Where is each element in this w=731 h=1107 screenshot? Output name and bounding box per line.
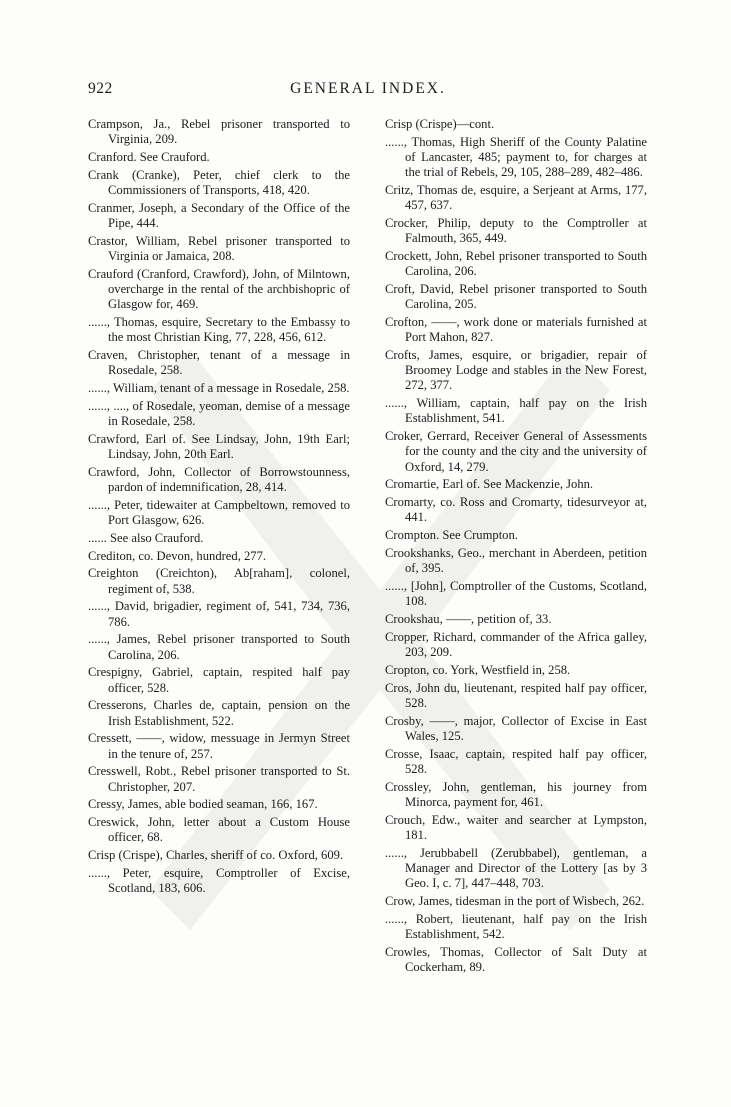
index-entry: Cros, John du, lieutenant, respited half pay officer, 528. [385,680,647,710]
index-entry: Crofts, James, esquire, or brigadier, repair of Broomey Lodge and stables in the New Forest, 272, 377. [385,348,647,393]
index-entry: Crisp (Crispe)—cont. [385,117,495,131]
index-entry: Crank (Cranke), Peter, chief clerk to the Commissioners of Transports, 418, 420. [88,167,350,197]
index-column-left [88,117,350,899]
index-entry: Cropper, Richard, commander of the Africa galley, 203, 209. [385,629,647,659]
index-entry: Cressy, James, able bodied seaman, 166, 167. [88,797,318,812]
index-entry: Crookshanks, Geo., merchant in Aberdeen, petition of, 395. [385,546,647,576]
index-entry: Crosby, ——, major, Collector of Excise in East Wales, 125. [385,713,647,743]
index-entry: ......, Peter, tidewaiter at Campbeltown, removed to Port Glasgow, 626. [88,497,350,527]
index-entry: Crisp (Crispe), Charles, sheriff of co. Oxford, 609. [88,848,344,863]
index-entry: Crossley, John, gentleman, his journey from Minorca, payment for, 461. [385,779,647,809]
index-entry: Cropton, co. York, Westfield in, 258. [385,662,571,677]
index-entry: Crouch, Edw., waiter and searcher at Lympston, 181. [385,812,647,842]
index-entry: ......, David, brigadier, regiment of, 541, 734, 736, 786. [88,599,350,629]
index-entry: Cromartie, Earl of. See Mackenzie, John. [385,477,594,492]
index-entry: Crow, James, tidesman in the port of Wisbech, 262. [385,893,645,908]
index-entry: Crawford, Earl of. See Lindsay, John, 19th Earl; Lindsay, John, 20th Earl. [88,431,350,461]
index-entry: Cresswell, Robt., Rebel prisoner transported to St. Christopher, 207. [88,764,350,794]
index-entry: Croft, David, Rebel prisoner transported to South Carolina, 205. [385,282,647,312]
index-entry: ...... See also Crauford. [88,530,204,545]
index-entry: ......, [John], Comptroller of the Customs, Scotland, 108. [385,579,647,609]
index-entry: ......, James, Rebel prisoner transported to South Carolina, 206. [88,632,350,662]
index-entry: ......, ...., of Rosedale, yeoman, demise of a message in Rosedale, 258. [88,398,350,428]
index-entry: Crediton, co. Devon, hundred, 277. [88,548,267,563]
index-column-right [385,117,647,978]
index-entry: ......, William, tenant of a message in Rosedale, 258. [88,381,350,395]
index-entry: Crockett, John, Rebel prisoner transported to South Carolina, 206. [385,249,647,279]
index-entry: Crauford (Cranford, Crawford), John, of Milntown, overcharge in the rental of the archbishopric of Glasgow for, 469. [88,266,350,312]
index-entry: Crawford, John, Collector of Borrowstounness, pardon of indemnification, 28, 414. [88,464,350,494]
index-entry: Cromarty, co. Ross and Cromarty, tidesurveyor at, 441. [385,495,647,525]
index-entry: ......, Peter, esquire, Comptroller of Excise, Scotland, 183, 606. [88,865,350,896]
index-entry: ......, Thomas, esquire, Secretary to the Embassy to the most Christian King, 77, 228, 456, 612. [88,315,350,345]
page-number: 922 [88,80,113,97]
running-title: GENERAL INDEX. [290,80,446,97]
index-entry: Crastor, William, Rebel prisoner transported to Virginia or Jamaica, 208. [88,233,350,263]
index-entry: Cranmer, Joseph, a Secondary of the Office of the Pipe, 444. [88,200,350,230]
index-entry: ......, Jerubbabell (Zerubbabel), gentleman, a Manager and Director of the Lottery [as by 3 Geo. I, c. 7], 447–448, 703. [385,845,647,890]
index-entry: ......, Robert, lieutenant, half pay on the Irish Establishment, 542. [385,911,647,941]
index-entry: Crompton. See Crumpton. [385,528,518,543]
index-entry: Craven, Christopher, tenant of a message in Rosedale, 258. [88,348,350,378]
index-entry: Croker, Gerrard, Receiver General of Assessments for the county and the city and the university of Oxford, 14, 279. [385,429,647,474]
index-entry: ......, Thomas, High Sheriff of the County Palatine of Lancaster, 485; payment to, for charges at the trial of Rebels, 29, 105, 288–289, 482–486. [385,134,647,180]
index-entry: Crowles, Thomas, Collector of Salt Duty at Cockerham, 89. [385,944,647,974]
index-entry: Crosse, Isaac, captain, respited half pay officer, 528. [385,746,647,776]
index-entry: Crespigny, Gabriel, captain, respited half pay officer, 528. [88,665,350,695]
index-entry: Cressett, ——, widow, messuage in Jermyn Street in the tenure of, 257. [88,731,350,761]
index-entry: Cranford. See Crauford. [88,150,210,164]
index-entry: Critz, Thomas de, esquire, a Serjeant at Arms, 177, 457, 637. [385,183,647,213]
index-entry: Crampson, Ja., Rebel prisoner transported to Virginia, 209. [88,117,350,147]
index-entry: ......, William, captain, half pay on the Irish Establishment, 541. [385,396,647,426]
index-entry: Creighton (Creichton), Ab[raham], colonel, regiment of, 538. [88,566,350,596]
index-entry: Cresserons, Charles de, captain, pension on the Irish Establishment, 522. [88,698,350,728]
index-entry: Crofton, ——, work done or materials furnished at Port Mahon, 827. [385,315,647,345]
index-entry: Creswick, John, letter about a Custom House officer, 68. [88,815,350,845]
index-entry: Crookshau, ——, petition of, 33. [385,612,552,626]
index-entry: Crocker, Philip, deputy to the Comptroller at Falmouth, 365, 449. [385,216,647,246]
